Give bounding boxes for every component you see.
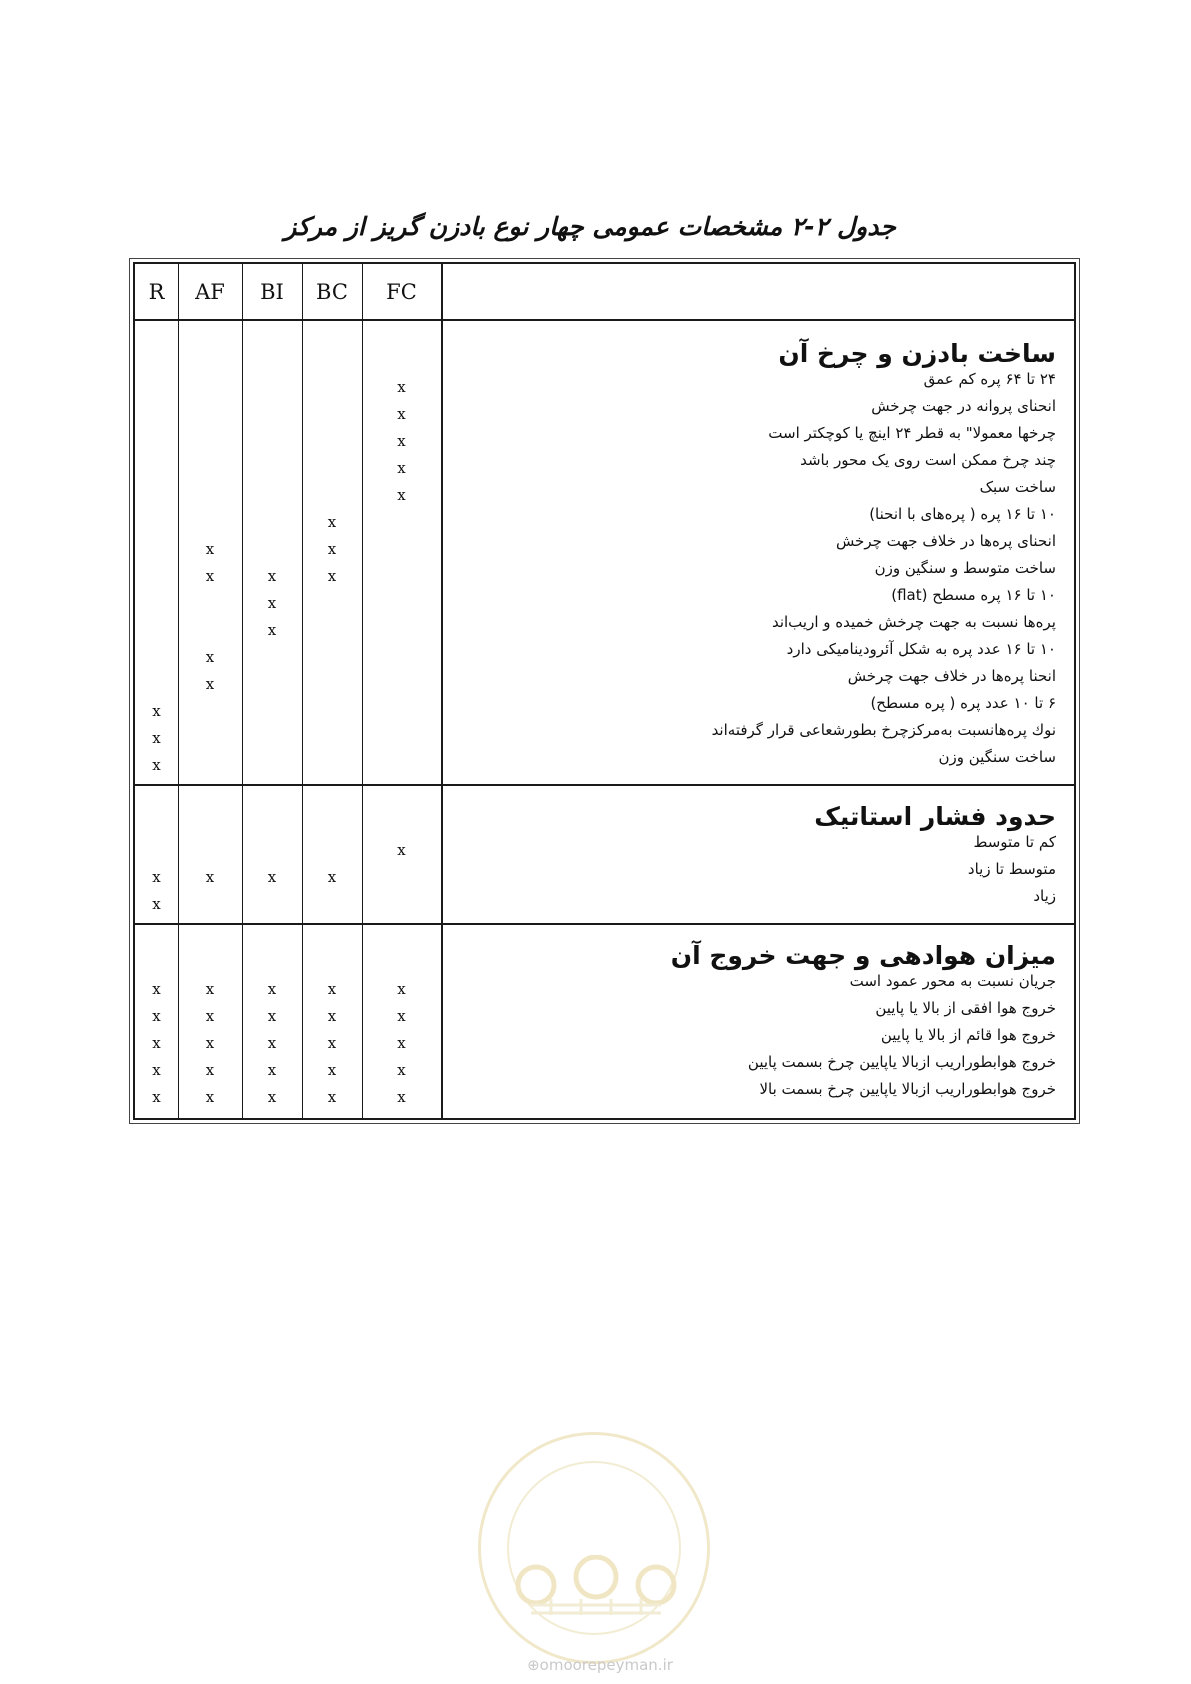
check-mark-fc: x: [397, 841, 406, 859]
check-mark-bc: x: [327, 513, 337, 531]
check-mark-fc: x: [397, 378, 406, 396]
section-divider: [135, 923, 1074, 925]
column-divider: [362, 264, 363, 1118]
section-title: حدود فشار استاتیک: [814, 802, 1056, 831]
check-mark-af: x: [205, 1088, 215, 1106]
row-label: ۱۰ تا ۱۶ عدد پره به شکل آئرودینامیکی دارد: [786, 640, 1056, 658]
row-label: چند چرخ ممکن است روی یک محور باشد: [800, 451, 1056, 469]
row-label: خروج هوا افقی از بالا یا پایین: [875, 999, 1056, 1017]
row-label: کم تا متوسط: [973, 833, 1056, 851]
check-mark-fc: x: [397, 1034, 406, 1052]
column-divider: [441, 264, 443, 1118]
check-mark-af: x: [205, 980, 215, 998]
check-mark-bc: x: [327, 567, 337, 585]
check-mark-r: x: [152, 980, 161, 998]
column-header-r: R: [148, 279, 165, 304]
check-mark-bc: x: [327, 1088, 337, 1106]
column-header-fc: FC: [386, 279, 417, 304]
check-mark-bi: x: [267, 621, 277, 639]
check-mark-af: x: [205, 567, 215, 585]
fan-characteristics-table: [133, 262, 1076, 1120]
row-label: چرخها معمولا" به قطر ۲۴ اینچ یا کوچکتر است: [768, 424, 1056, 442]
check-mark-bc: x: [327, 1034, 337, 1052]
row-label: ساخت متوسط و سنگین وزن: [874, 559, 1056, 577]
check-mark-fc: x: [397, 432, 406, 450]
check-mark-bi: x: [267, 1061, 277, 1079]
row-label: جریان نسبت به محور عمود است: [849, 972, 1056, 990]
check-mark-fc: x: [397, 980, 406, 998]
row-label: پره‌ها نسبت به جهت چرخش خمیده و اریب‌اند: [771, 613, 1056, 631]
check-mark-bi: x: [267, 868, 277, 886]
check-mark-r: x: [152, 729, 161, 747]
section-title: ساخت بادزن و چرخ آن: [778, 339, 1056, 368]
check-mark-bi: x: [267, 567, 277, 585]
section-divider: [135, 784, 1074, 786]
row-label: ۱۰ تا ۱۶ پره مسطح (flat): [891, 586, 1056, 604]
column-divider: [178, 264, 179, 1118]
row-label: انحنای پروانه در جهت چرخش: [871, 397, 1056, 415]
row-label: ۱۰ تا ۱۶ پره ( پره‌های با انحنا): [869, 505, 1056, 523]
check-mark-bi: x: [267, 1034, 277, 1052]
check-mark-fc: x: [397, 486, 406, 504]
column-divider: [302, 264, 303, 1118]
row-label: متوسط تا زیاد: [967, 860, 1056, 878]
check-mark-fc: x: [397, 1061, 406, 1079]
check-mark-bc: x: [327, 1007, 337, 1025]
check-mark-r: x: [152, 868, 161, 886]
column-divider: [242, 264, 243, 1118]
header-divider: [135, 319, 1074, 321]
row-label: ۲۴ تا ۶۴ پره کم عمق: [923, 370, 1056, 388]
column-header-bi: BI: [260, 279, 284, 304]
row-label: انحنا پره‌ها در خلاف جهت چرخش: [847, 667, 1056, 685]
check-mark-af: x: [205, 1061, 215, 1079]
check-mark-fc: x: [397, 1007, 406, 1025]
check-mark-r: x: [152, 756, 161, 774]
check-mark-r: x: [152, 1007, 161, 1025]
row-label: خروج هوابطوراریب ازبالا یاپایین چرخ بسمت پایین: [747, 1053, 1056, 1071]
check-mark-fc: x: [397, 459, 406, 477]
row-label: خروج هوا قائم از بالا یا پایین: [880, 1026, 1056, 1044]
check-mark-af: x: [205, 540, 215, 558]
check-mark-af: x: [205, 868, 215, 886]
section-title: میزان هوادهی و جهت خروج آن: [670, 941, 1056, 970]
check-mark-bc: x: [327, 1061, 337, 1079]
row-label: زیاد: [1033, 887, 1056, 905]
row-label: ساخت سنگین وزن: [938, 748, 1056, 766]
check-mark-bi: x: [267, 594, 277, 612]
check-mark-r: x: [152, 1034, 161, 1052]
check-mark-bc: x: [327, 540, 337, 558]
check-mark-bc: x: [327, 980, 337, 998]
check-mark-af: x: [205, 1007, 215, 1025]
check-mark-bi: x: [267, 980, 277, 998]
column-header-af: AF: [195, 279, 225, 304]
watermark-logo: [478, 1432, 710, 1664]
check-mark-fc: x: [397, 405, 406, 423]
check-mark-bi: x: [267, 1007, 277, 1025]
table-caption: جدول ۲-۲ مشخصات عمومی چهار نوع بادزن گریز از مرکز: [284, 212, 896, 241]
check-mark-af: x: [205, 675, 215, 693]
globe-icon: ⊕: [527, 1656, 540, 1674]
row-label: نوك پره‌هانسبت به‌مرکزچرخ بطورشعاعی قرار گرفته‌اند: [711, 721, 1056, 739]
check-mark-r: x: [152, 1061, 161, 1079]
check-mark-r: x: [152, 702, 161, 720]
check-mark-r: x: [152, 895, 161, 913]
check-mark-fc: x: [397, 1088, 406, 1106]
row-label: ۶ تا ۱۰ عدد پره ( پره مسطح): [870, 694, 1056, 712]
column-header-bc: BC: [316, 279, 348, 304]
row-label: خروج هوابطوراریب ازبالا یاپایین چرخ بسمت بالا: [759, 1080, 1056, 1098]
watermark-site: ⊕omoorepeyman.ir: [527, 1656, 673, 1674]
check-mark-bc: x: [327, 868, 337, 886]
row-label: ساخت سبک: [979, 478, 1056, 496]
check-mark-af: x: [205, 648, 215, 666]
check-mark-bi: x: [267, 1088, 277, 1106]
row-label: انحنای پره‌ها در خلاف جهت چرخش: [835, 532, 1056, 550]
check-mark-r: x: [152, 1088, 161, 1106]
check-mark-af: x: [205, 1034, 215, 1052]
